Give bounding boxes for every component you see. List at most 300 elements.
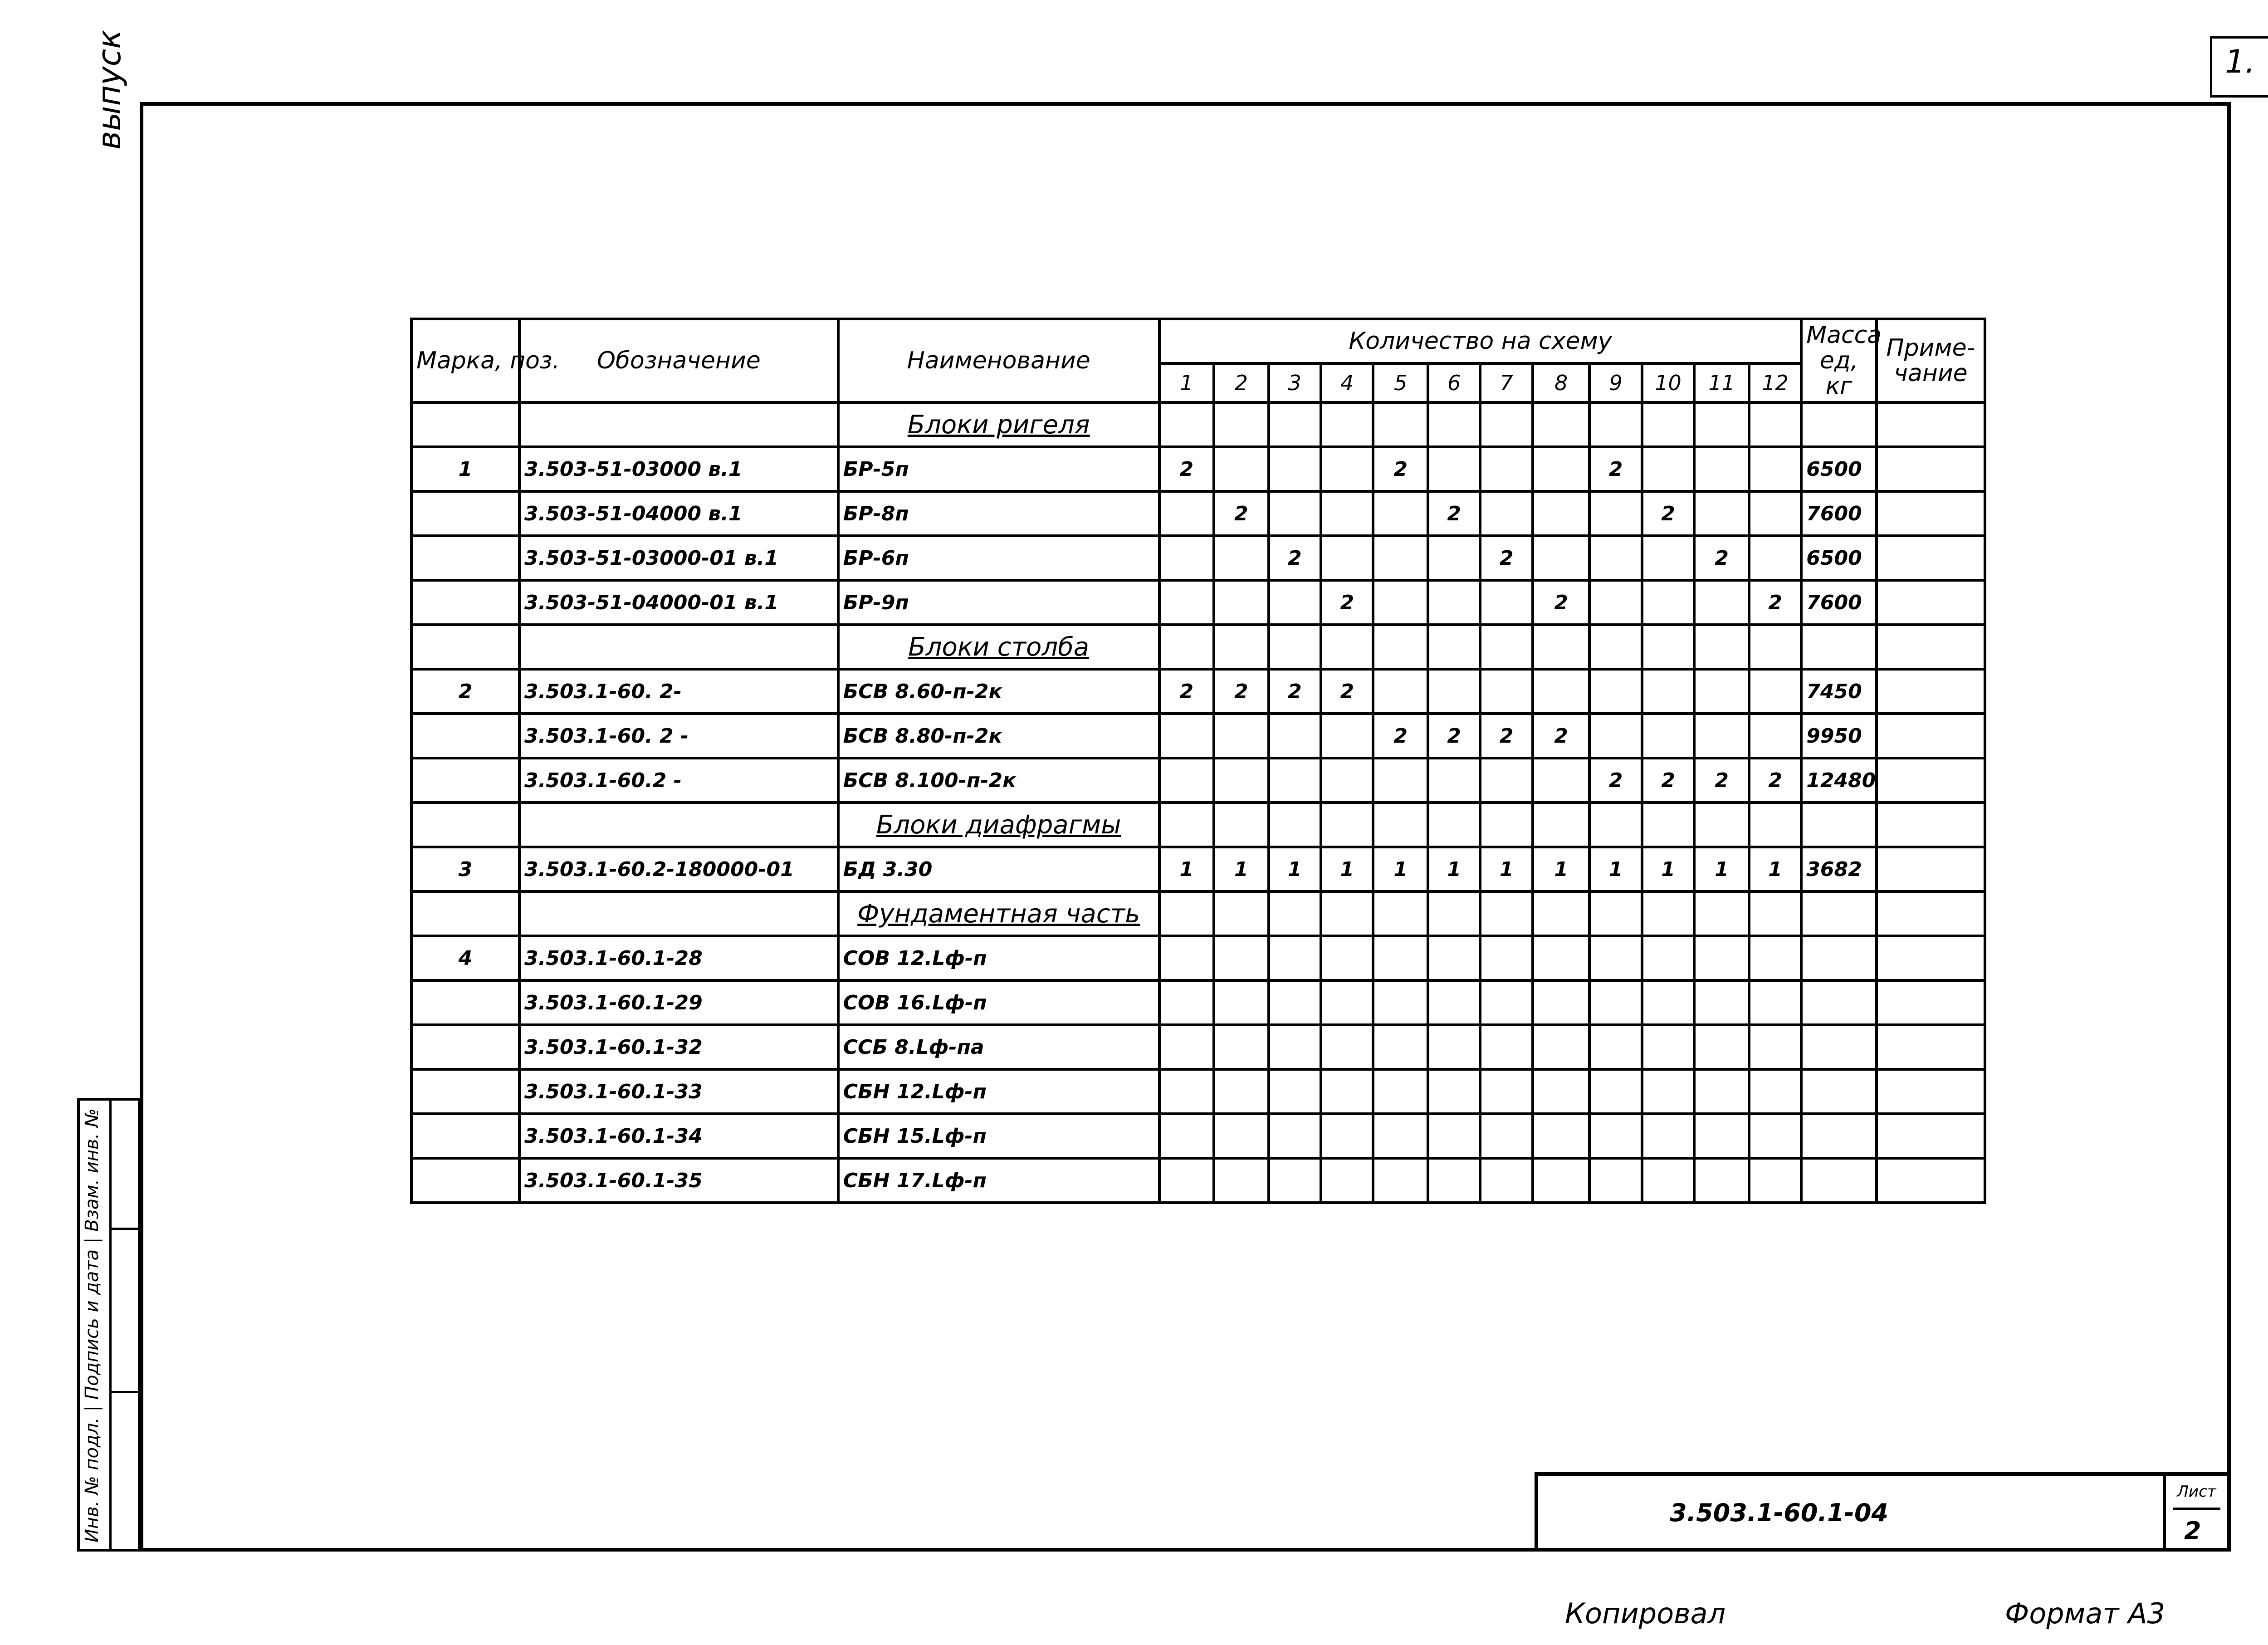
quantity-cell [1214,936,1268,980]
section-row [411,891,1985,936]
quantity-cell [1269,980,1321,1025]
quantity-cell [1533,980,1590,1025]
format-label: Формат А3 [2005,1597,2165,1630]
quantity-cell: 2 [1694,758,1749,803]
quantity-cell [1159,1025,1214,1069]
quantity-cell [1642,1025,1694,1069]
name-cell: СБН 15.Lф-п [838,1114,1159,1158]
quantity-cell: 2 [1480,714,1532,758]
note-cell [1877,491,1985,536]
quantity-cell [1428,891,1480,936]
note-cell [1877,536,1985,580]
quantity-cell [1749,491,1802,536]
quantity-cell [1480,1114,1532,1158]
designation-cell: 3.503.1-60.1-34 [519,1114,838,1158]
quantity-cell [1694,714,1749,758]
quantity-cell: 2 [1214,491,1268,536]
quantity-cell: 1 [1480,847,1532,891]
note-cell [1877,402,1985,447]
name-cell: СБН 12.Lф-п [838,1069,1159,1114]
scheme-number-header: 8 [1533,363,1590,402]
quantity-cell [1533,758,1590,803]
mark-cell: 4 [411,936,519,980]
designation-cell: 3.503.1-60.1-28 [519,936,838,980]
table-row [411,936,1985,980]
quantity-cell [1428,669,1480,714]
quantity-cell: 2 [1749,580,1802,625]
quantity-cell [1749,669,1802,714]
quantity-cell [1269,1069,1321,1114]
scheme-number-header: 12 [1749,363,1802,402]
quantity-cell: 2 [1428,491,1480,536]
quantity-cell: 2 [1642,491,1694,536]
quantity-cell [1428,936,1480,980]
quantity-cell: 1 [1269,847,1321,891]
mark-cell [411,402,519,447]
quantity-cell [1642,980,1694,1025]
sheet-label: Лист [2173,1476,2220,1510]
name-cell: СБН 17.Lф-п [838,1158,1159,1203]
quantity-cell [1428,1158,1480,1203]
quantity-cell: 1 [1428,847,1480,891]
quantity-cell: 1 [1214,847,1268,891]
mass-cell [1801,402,1877,447]
name-cell: БСВ 8.80-п-2к [838,714,1159,758]
mass-cell [1801,936,1877,980]
quantity-cell [1321,1158,1373,1203]
header-note: Приме- чание [1877,319,1985,402]
scheme-number-header: 2 [1214,363,1268,402]
quantity-cell [1373,580,1427,625]
designation-cell: 3.503.1-60.1-29 [519,980,838,1025]
name-cell: СОВ 16.Lф-п [838,980,1159,1025]
quantity-cell [1159,714,1214,758]
mark-cell [411,580,519,625]
quantity-cell [1589,580,1642,625]
mark-cell [411,1114,519,1158]
quantity-cell [1589,536,1642,580]
quantity-cell [1642,714,1694,758]
note-cell [1877,1158,1985,1203]
header-quantity: Количество на схему [1159,319,1802,363]
mass-cell: 12480 [1801,758,1877,803]
quantity-cell [1214,1114,1268,1158]
sheet-cell [2163,1476,2227,1548]
quantity-cell [1533,536,1590,580]
quantity-cell [1694,447,1749,491]
mark-cell [411,980,519,1025]
quantity-cell [1428,625,1480,669]
quantity-cell [1642,803,1694,847]
quantity-cell [1694,1114,1749,1158]
quantity-cell [1321,402,1373,447]
sheet-number: 2 [2184,1517,2201,1545]
quantity-cell [1480,1025,1532,1069]
quantity-cell [1373,1158,1427,1203]
quantity-cell [1480,1158,1532,1203]
quantity-cell [1373,758,1427,803]
note-cell [1877,447,1985,491]
quantity-cell [1589,1114,1642,1158]
table-row [411,1069,1985,1114]
corner-number: 1. [2225,43,2255,80]
quantity-cell [1533,936,1590,980]
quantity-cell [1533,1069,1590,1114]
quantity-cell [1694,891,1749,936]
designation-cell: 3.503.1-60.1-35 [519,1158,838,1203]
note-cell [1877,580,1985,625]
quantity-cell [1159,1114,1214,1158]
quantity-cell: 1 [1694,847,1749,891]
quantity-cell [1480,1069,1532,1114]
quantity-cell [1269,1025,1321,1069]
quantity-cell [1373,891,1427,936]
table-row [411,447,1985,491]
mass-cell: 9950 [1801,714,1877,758]
designation-cell: 3.503.1-60.2 - [519,758,838,803]
scheme-number-header: 5 [1373,363,1427,402]
quantity-cell [1373,1069,1427,1114]
table-row [411,580,1985,625]
mass-cell [1801,625,1877,669]
mark-cell [411,891,519,936]
quantity-cell [1642,536,1694,580]
quantity-cell [1214,580,1268,625]
header-mass: Масса ед, кг [1801,319,1877,402]
quantity-cell [1214,447,1268,491]
mass-cell [1801,1114,1877,1158]
quantity-cell: 1 [1642,847,1694,891]
quantity-cell [1269,447,1321,491]
quantity-cell [1589,402,1642,447]
quantity-cell [1480,936,1532,980]
quantity-cell [1373,402,1427,447]
name-cell: БД 3.30 [838,847,1159,891]
quantity-cell [1321,536,1373,580]
quantity-cell [1749,536,1802,580]
designation-cell: 3.503-51-03000 в.1 [519,447,838,491]
mark-cell [411,758,519,803]
quantity-cell [1480,891,1532,936]
quantity-cell: 2 [1269,536,1321,580]
quantity-cell [1694,803,1749,847]
quantity-cell [1159,402,1214,447]
quantity-cell [1480,980,1532,1025]
note-cell [1877,1069,1985,1114]
table-row [411,1025,1985,1069]
quantity-cell [1159,891,1214,936]
quantity-cell [1214,402,1268,447]
mark-cell: 2 [411,669,519,714]
mark-cell [411,1069,519,1114]
scheme-number-header: 10 [1642,363,1694,402]
specification-table [410,318,1986,1204]
quantity-cell [1269,1158,1321,1203]
name-cell: СОВ 12.Lф-п [838,936,1159,980]
quantity-cell [1642,1114,1694,1158]
quantity-cell [1480,491,1532,536]
scheme-number-header: 9 [1589,363,1642,402]
quantity-cell: 2 [1480,536,1532,580]
name-cell: ССБ 8.Lф-па [838,1025,1159,1069]
quantity-cell [1533,1025,1590,1069]
quantity-cell [1321,1069,1373,1114]
quantity-cell [1321,1114,1373,1158]
quantity-cell [1533,1158,1590,1203]
name-cell: БР-5п [838,447,1159,491]
quantity-cell [1589,1069,1642,1114]
note-cell [1877,803,1985,847]
quantity-cell [1321,714,1373,758]
quantity-cell [1373,936,1427,980]
scheme-number-header: 3 [1269,363,1321,402]
quantity-cell [1533,669,1590,714]
quantity-cell [1642,580,1694,625]
mark-cell [411,491,519,536]
quantity-cell [1589,803,1642,847]
quantity-cell [1749,803,1802,847]
copied-by-label: Копировал [1565,1597,1726,1630]
mark-cell [411,803,519,847]
section-title: Фундаментная часть [838,891,1159,936]
table-row [411,536,1985,580]
designation-cell: 3.503-51-03000-01 в.1 [519,536,838,580]
mark-cell: 3 [411,847,519,891]
quantity-cell [1321,980,1373,1025]
mass-cell: 3682 [1801,847,1877,891]
mass-cell: 6500 [1801,447,1877,491]
quantity-cell [1321,625,1373,669]
quantity-cell [1533,447,1590,491]
mark-cell: 1 [411,447,519,491]
designation-cell: 3.503-51-04000-01 в.1 [519,580,838,625]
quantity-cell [1642,891,1694,936]
quantity-cell [1480,669,1532,714]
quantity-cell: 2 [1321,669,1373,714]
quantity-cell [1642,669,1694,714]
designation-cell: 3.503.1-60.1-32 [519,1025,838,1069]
section-row [411,625,1985,669]
quantity-cell [1159,536,1214,580]
quantity-cell [1480,625,1532,669]
mass-cell: 7600 [1801,580,1877,625]
quantity-cell [1269,891,1321,936]
quantity-cell [1589,891,1642,936]
quantity-cell [1749,447,1802,491]
quantity-cell [1589,1025,1642,1069]
quantity-cell: 2 [1749,758,1802,803]
quantity-cell [1749,1158,1802,1203]
designation-cell [519,803,838,847]
table-row [411,714,1985,758]
quantity-cell [1269,625,1321,669]
quantity-cell [1642,936,1694,980]
quantity-cell [1269,758,1321,803]
quantity-cell [1428,1025,1480,1069]
designation-cell: 3.503.1-60. 2- [519,669,838,714]
left-strip-text: Инв. № подл. | Подпись и дата | Взам. инв. № [82,1108,103,1542]
note-cell [1877,669,1985,714]
quantity-cell: 2 [1533,580,1590,625]
mass-cell [1801,1025,1877,1069]
quantity-cell [1694,936,1749,980]
quantity-cell [1428,1069,1480,1114]
header-designation: Обозначение [519,319,838,402]
scheme-number-header: 7 [1480,363,1532,402]
quantity-cell: 2 [1428,714,1480,758]
quantity-cell [1694,402,1749,447]
quantity-cell [1428,447,1480,491]
quantity-cell [1214,891,1268,936]
quantity-cell [1214,625,1268,669]
quantity-cell [1428,1114,1480,1158]
designation-cell [519,891,838,936]
note-cell [1877,936,1985,980]
quantity-cell [1533,491,1590,536]
quantity-cell [1214,1158,1268,1203]
quantity-cell [1749,891,1802,936]
quantity-cell [1589,936,1642,980]
designation-cell [519,625,838,669]
quantity-cell: 1 [1749,847,1802,891]
quantity-cell [1321,758,1373,803]
quantity-cell [1749,625,1802,669]
quantity-cell [1428,536,1480,580]
section-title: Блоки диафрагмы [838,803,1159,847]
quantity-cell: 2 [1321,580,1373,625]
mark-cell [411,1025,519,1069]
scheme-number-header: 4 [1321,363,1373,402]
quantity-cell [1749,936,1802,980]
quantity-cell: 1 [1589,847,1642,891]
quantity-cell: 1 [1159,847,1214,891]
note-cell [1877,891,1985,936]
quantity-cell [1533,625,1590,669]
quantity-cell [1373,980,1427,1025]
scheme-number-header: 6 [1428,363,1480,402]
quantity-cell [1749,714,1802,758]
quantity-cell [1373,803,1427,847]
quantity-cell [1269,803,1321,847]
quantity-cell [1694,580,1749,625]
name-cell: БР-9п [838,580,1159,625]
quantity-cell: 2 [1159,447,1214,491]
document-code: 3.503.1-60.1-04 [1670,1498,1889,1527]
quantity-cell [1694,625,1749,669]
table-row [411,669,1985,714]
quantity-cell: 2 [1589,758,1642,803]
quantity-cell: 2 [1642,758,1694,803]
quantity-cell [1269,402,1321,447]
designation-cell: 3.503.1-60.2-180000-01 [519,847,838,891]
quantity-cell [1428,980,1480,1025]
quantity-cell [1642,1069,1694,1114]
note-cell [1877,625,1985,669]
scheme-number-header: 11 [1694,363,1749,402]
quantity-cell [1589,625,1642,669]
name-cell: БСВ 8.60-п-2к [838,669,1159,714]
header-name: Наименование [838,319,1159,402]
quantity-cell [1533,402,1590,447]
quantity-cell [1589,714,1642,758]
quantity-cell [1642,625,1694,669]
quantity-cell [1269,714,1321,758]
mark-cell [411,1158,519,1203]
quantity-cell [1269,491,1321,536]
quantity-cell [1214,1069,1268,1114]
quantity-cell [1589,491,1642,536]
quantity-cell [1533,803,1590,847]
note-cell [1877,847,1985,891]
quantity-cell [1159,1158,1214,1203]
quantity-cell [1642,447,1694,491]
quantity-cell: 2 [1159,669,1214,714]
table-row [411,758,1985,803]
quantity-cell [1159,980,1214,1025]
quantity-cell [1533,1114,1590,1158]
quantity-cell [1214,1025,1268,1069]
quantity-cell [1480,402,1532,447]
quantity-cell [1749,402,1802,447]
quantity-cell [1214,536,1268,580]
quantity-cell [1749,1069,1802,1114]
quantity-cell [1159,1069,1214,1114]
name-cell: БР-8п [838,491,1159,536]
mass-cell [1801,803,1877,847]
quantity-cell [1428,803,1480,847]
quantity-cell [1373,536,1427,580]
quantity-cell [1373,1114,1427,1158]
quantity-cell [1428,402,1480,447]
mass-cell: 6500 [1801,536,1877,580]
quantity-cell [1214,980,1268,1025]
table-row [411,1114,1985,1158]
quantity-cell [1589,980,1642,1025]
quantity-cell [1214,714,1268,758]
quantity-cell [1321,447,1373,491]
quantity-cell [1321,491,1373,536]
quantity-cell [1214,803,1268,847]
quantity-cell: 2 [1373,714,1427,758]
quantity-cell: 2 [1214,669,1268,714]
section-title: Блоки столба [838,625,1159,669]
quantity-cell [1159,580,1214,625]
quantity-cell [1749,1114,1802,1158]
mass-cell [1801,1158,1877,1203]
quantity-cell: 2 [1694,536,1749,580]
quantity-cell [1694,980,1749,1025]
quantity-cell [1159,758,1214,803]
quantity-cell: 1 [1373,847,1427,891]
note-cell [1877,714,1985,758]
quantity-cell [1589,1158,1642,1203]
quantity-cell [1159,625,1214,669]
title-block-stamp [1535,1472,2231,1552]
mass-cell [1801,980,1877,1025]
quantity-cell [1269,1114,1321,1158]
table-row [411,980,1985,1025]
scheme-number-header: 1 [1159,363,1214,402]
quantity-cell [1480,758,1532,803]
mass-cell: 7600 [1801,491,1877,536]
section-row [411,402,1985,447]
mass-cell [1801,891,1877,936]
quantity-cell [1321,1025,1373,1069]
quantity-cell [1533,891,1590,936]
quantity-cell [1321,803,1373,847]
mark-cell [411,536,519,580]
quantity-cell [1642,1158,1694,1203]
